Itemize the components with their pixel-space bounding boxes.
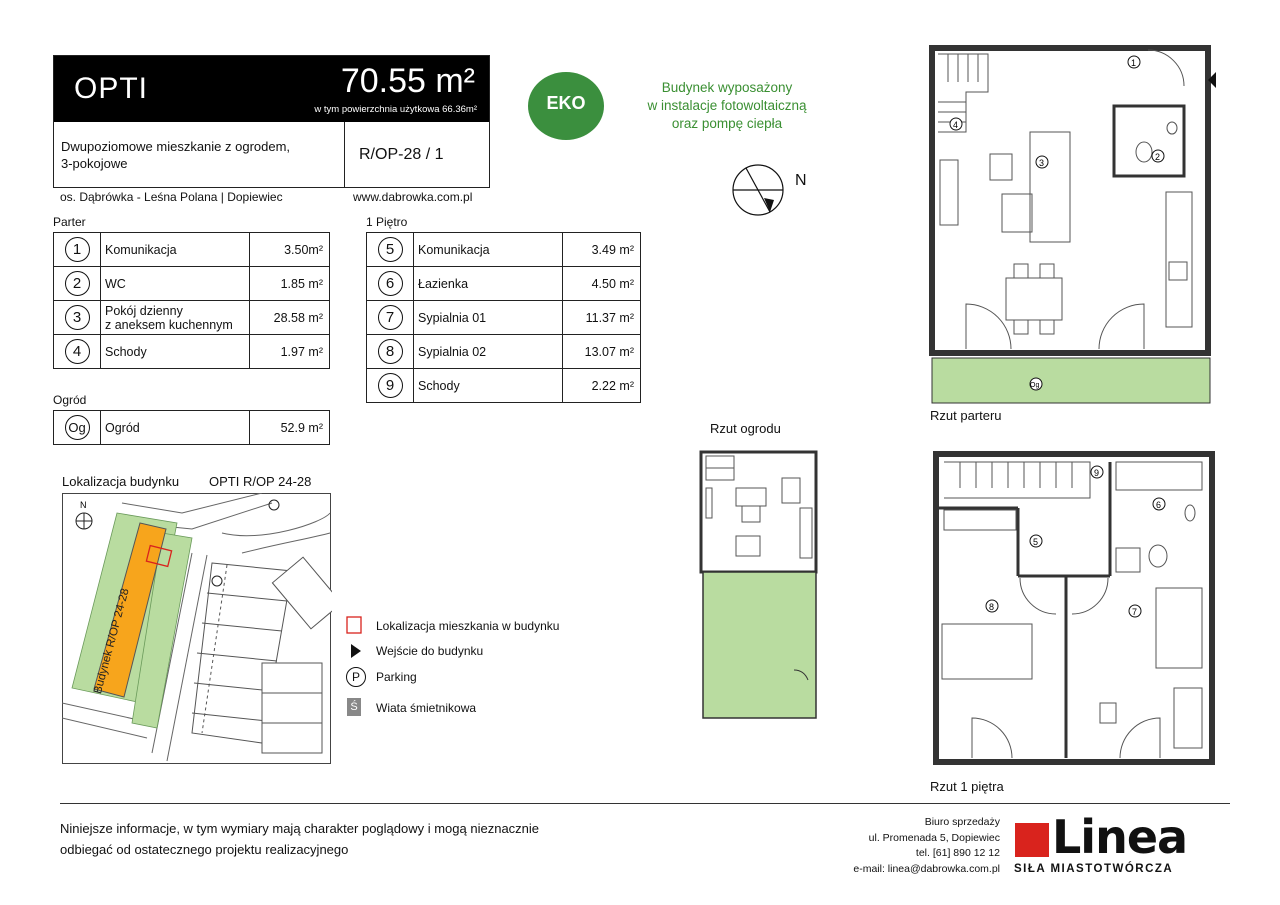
room-name: Komunikacja [414,233,563,267]
room-number: 8 [378,339,403,364]
table-row [367,335,641,369]
garden-table [53,410,330,445]
table-row [54,267,330,301]
office-title: Biuro sprzedaży [924,816,1000,828]
room-number: 3 [65,305,90,330]
garden-label: Ogród [53,393,87,407]
code-cell [344,122,490,187]
first-floor-plan [930,448,1220,778]
svg-text:8: 8 [989,602,995,612]
table-row [54,301,330,335]
room-area: 13.07 m² [563,335,641,369]
ground-plan-label: Rzut parteru [930,408,1002,423]
eco-line: Budynek wyposażony [661,80,793,95]
svg-text:2: 2 [1155,152,1161,162]
description-line: Dwupoziomowe mieszkanie z ogrodem, [61,139,291,154]
svg-text:9: 9 [1094,468,1100,478]
table-row [367,369,641,403]
garden-plan [698,448,822,720]
svg-text:5: 5 [1033,537,1039,547]
table-row [367,301,641,335]
svg-text:4: 4 [953,120,959,130]
room-number: 1 [65,237,90,262]
ground-floor-label: Parter [53,215,86,229]
room-name: Schody [414,369,563,403]
description-line: 3-pokojowe [61,156,128,171]
compass-north-label: N [795,172,807,189]
room-area: 3.49 m² [563,233,641,267]
room-name: Ogród [101,411,250,445]
apartment-name: OPTI [74,72,149,105]
room-area: 52.9 m² [250,411,330,445]
legend-entrance: Wejście do budynku [376,644,484,658]
location-map-subtitle: OPTI R/OP 24-28 [209,474,312,489]
svg-text:3: 3 [1039,158,1045,168]
legend-apartment-location: Lokalizacja mieszkania w budynku [376,619,560,633]
room-number: 9 [378,373,403,398]
disclaimer-line: odbiegać od ostatecznego projektu realizacyjnego [60,842,349,857]
apartment-code: R/OP-28 / 1 [359,146,444,163]
room-number: 7 [378,305,403,330]
room-number: 2 [65,271,90,296]
logo-mark-icon [1015,823,1049,857]
website-link[interactable]: www.dabrowka.com.pl [353,190,473,204]
room-number: 4 [65,339,90,364]
ground-floor-table [53,232,330,369]
usable-area: w tym powierzchnia użytkowa 66.36m² [314,104,477,115]
brand-logo: Linea [1052,810,1188,864]
brand-tagline: SIŁA MIASTOTWÓRCZA [1014,863,1174,875]
room-number: Og [65,415,90,440]
room-area: 28.58 m² [250,301,330,335]
compass-icon [730,160,820,222]
apartment-outline-icon [345,615,365,635]
header-box [53,55,490,188]
room-area: 4.50 m² [563,267,641,301]
table-row [367,267,641,301]
room-area: 2.22 m² [563,369,641,403]
table-row [367,233,641,267]
eco-note [622,79,832,133]
header-banner [54,56,489,122]
eco-line: w instalacje fotowoltaiczną [647,98,807,113]
legend-parking: Parking [376,670,417,684]
legend-waste: Wiata śmietnikowa [376,701,477,715]
room-name: WC [101,267,250,301]
room-area: 11.37 m² [563,301,641,335]
first-plan-label: Rzut 1 piętra [930,779,1004,794]
sales-office [760,815,1000,877]
svg-text:N: N [80,500,87,510]
first-floor-label: 1 Piętro [366,215,408,229]
room-area: 1.85 m² [250,267,330,301]
disclaimer-line: Niniejsze informacje, w tym wymiary mają charakter poglądowy i mogą nieznacznie [60,821,540,836]
entrance-triangle-icon [350,643,362,659]
room-name-line: z aneksem kuchennym [105,317,233,332]
room-name: Sypialnia 02 [414,335,563,369]
apartment-area: 70.55 m² [340,62,475,100]
table-row [54,335,330,369]
svg-text:Og: Og [1030,382,1040,389]
room-name [101,301,250,335]
table-row [54,233,330,267]
room-number: 5 [378,237,403,262]
table-row [54,411,330,445]
location-text: os. Dąbrówka - Leśna Polana | Dopiewiec [60,190,283,204]
room-name: Komunikacja [101,233,250,267]
waste-shelter-icon: Ś [347,698,361,716]
room-area: 1.97 m² [250,335,330,369]
room-name: Schody [101,335,250,369]
room-number: 6 [378,271,403,296]
room-name-line: Pokój dzienny [105,303,183,318]
building-label: Budynek R/OP 24-28 [92,587,132,696]
room-area: 3.50m² [250,233,330,267]
location-map [62,493,332,765]
office-email[interactable]: e-mail: linea@dabrowka.com.pl [853,862,1000,875]
room-name: Sypialnia 01 [414,301,563,335]
eko-badge-label: EKO [546,93,586,113]
svg-text:1: 1 [1131,58,1137,68]
garden-plan-label: Rzut ogrodu [710,421,781,436]
office-address: ul. Promenada 5, Dopiewiec [868,831,1000,844]
footer-divider [60,803,1230,804]
svg-text:7: 7 [1132,607,1138,617]
apartment-description [61,138,290,172]
office-phone[interactable]: tel. [61] 890 12 12 [915,847,1000,859]
room-name: Łazienka [414,267,563,301]
first-floor-table [366,232,641,403]
parking-icon: P [346,667,366,687]
svg-text:6: 6 [1156,500,1162,510]
disclaimer [60,818,539,860]
location-map-title: Lokalizacja budynku [62,474,180,489]
ground-floor-plan [926,42,1226,410]
eco-line: oraz pompę ciepła [671,116,783,131]
